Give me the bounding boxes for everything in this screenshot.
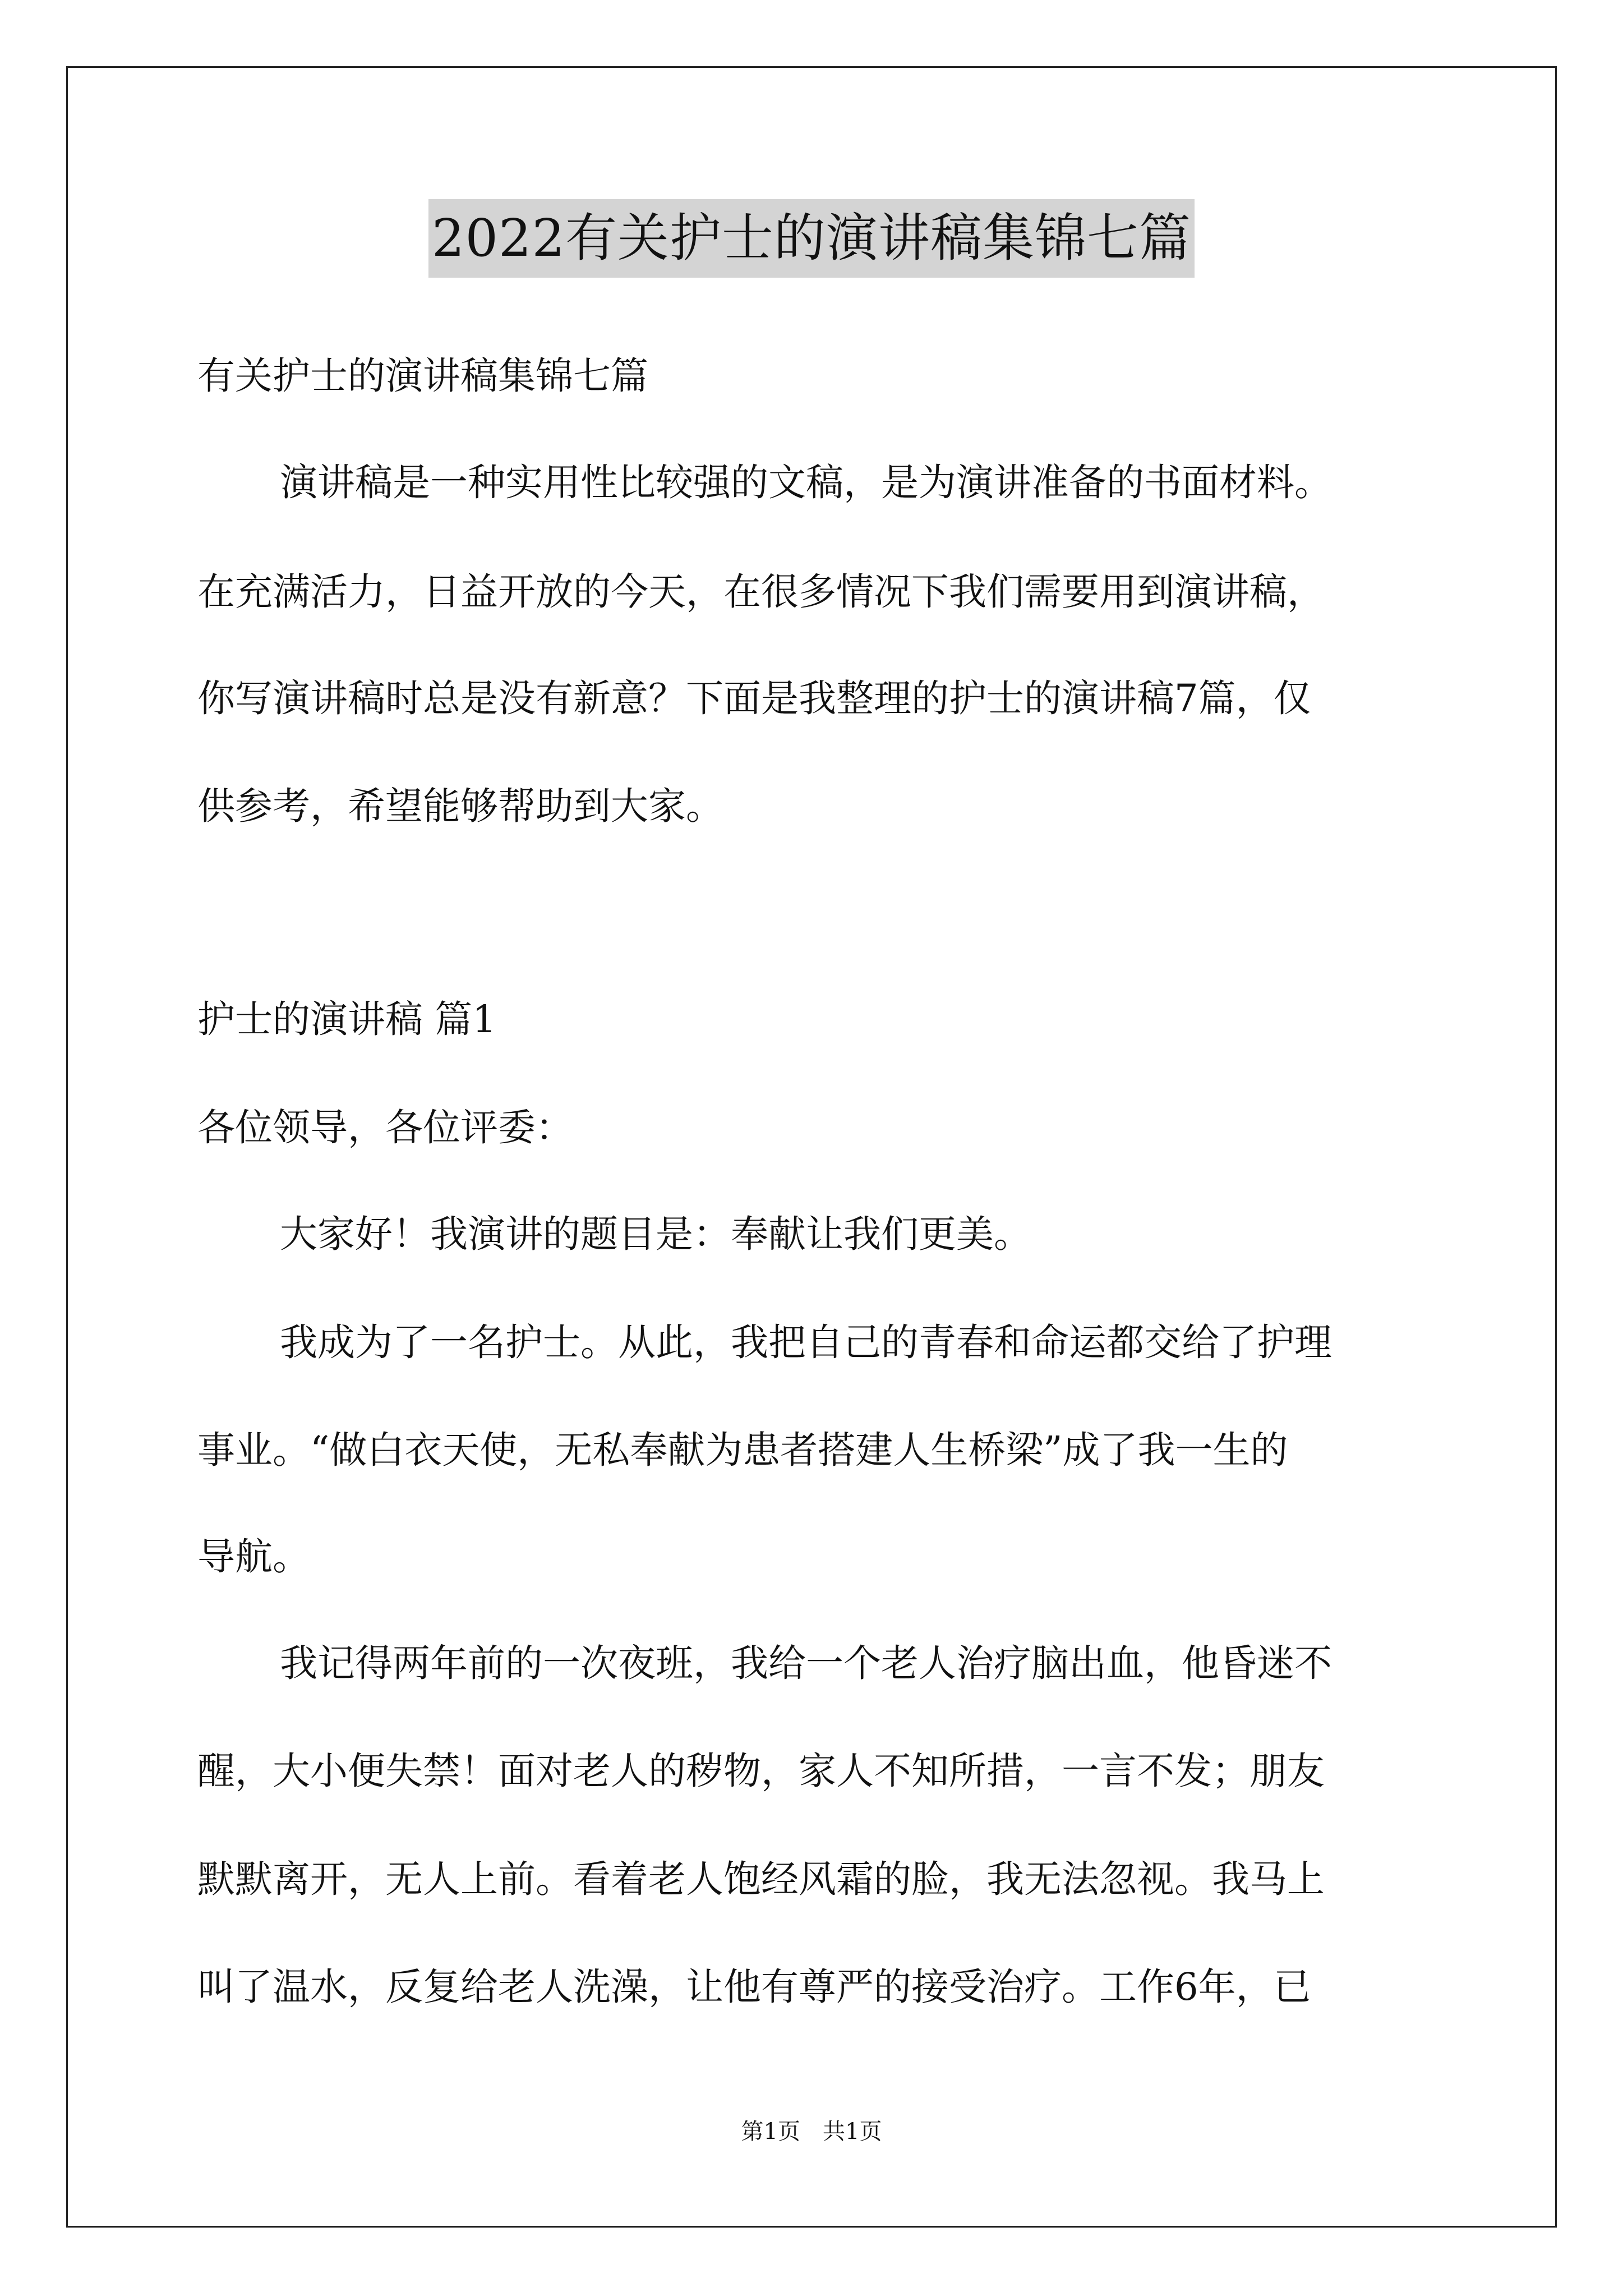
paragraph-line: 默默离开，无人上前。看着老人饱经风霜的脸，我无法忽视。我马上 xyxy=(197,1857,1325,1901)
section-heading: 护士的演讲稿 篇1 xyxy=(197,997,496,1041)
document-subtitle: 有关护士的演讲稿集锦七篇 xyxy=(197,354,648,398)
paragraph-line: 我成为了一名护士。从此，我把自己的青春和命运都交给了护理 xyxy=(280,1320,1332,1364)
intro-line: 演讲稿是一种实用性比较强的文稿，是为演讲准备的书面材料。 xyxy=(280,461,1332,504)
paragraph-line: 导航。 xyxy=(197,1535,310,1579)
greeting-line: 大家好！我演讲的题目是：奉献让我们更美。 xyxy=(280,1212,1031,1256)
intro-line: 在充满活力，日益开放的今天，在很多情况下我们需要用到演讲稿， xyxy=(197,570,1325,614)
intro-line: 你写演讲稿时总是没有新意？下面是我整理的护士的演讲稿7篇，仅 xyxy=(197,677,1311,720)
document-title: 2022有关护士的演讲稿集锦七篇 xyxy=(428,199,1195,278)
paragraph-line: 我记得两年前的一次夜班，我给一个老人治疗脑出血，他昏迷不 xyxy=(280,1641,1332,1685)
page-footer: 第1页 共1页 xyxy=(741,2119,882,2145)
paragraph-line: 叫了温水，反复给老人洗澡，让他有尊严的接受治疗。工作6年，已 xyxy=(197,1965,1311,2009)
paragraph-line: 醒，大小便失禁！面对老人的秽物，家人不知所措，一言不发；朋友 xyxy=(197,1749,1325,1793)
title-container xyxy=(0,199,1623,278)
intro-line: 供参考，希望能够帮助到大家。 xyxy=(197,784,723,828)
salutation: 各位领导，各位评委： xyxy=(197,1106,573,1149)
paragraph-line: 事业。“做白衣天使，无私奉献为患者搭建人生桥梁”成了我一生的 xyxy=(197,1428,1288,1472)
